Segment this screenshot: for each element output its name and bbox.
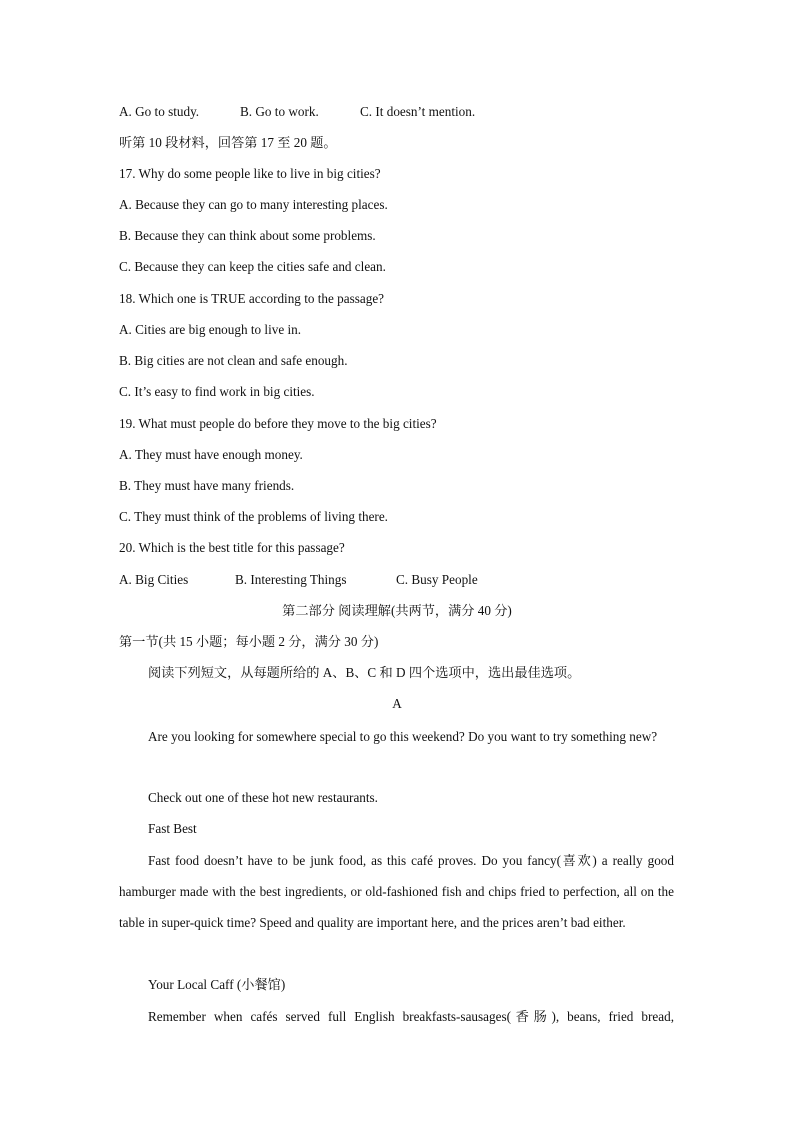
q19-option-c: C. They must think of the problems of living there. (119, 509, 388, 524)
passage-heading-fast-best: Fast Best (148, 821, 197, 836)
q16-option-b: B. Go to work. (240, 104, 319, 119)
q19-option-a: A. They must have enough money. (119, 447, 303, 462)
q19-stem: 19. What must people do before they move to the big cities? (119, 416, 437, 431)
q17-option-c: C. Because they can keep the cities safe and clean. (119, 259, 386, 274)
passage-letter: A (392, 696, 402, 711)
q16-option-c: C. It doesn’t mention. (360, 104, 476, 119)
section1-title: 第一节(共 15 小题；每小题 2 分，满分 30 分) (119, 634, 379, 649)
q17-stem: 17. Why do some people like to live in big cities? (119, 166, 381, 181)
instructions: 阅读下列短文，从每题所给的 A、B、C 和 D 四个选项中，选出最佳选项。 (148, 665, 581, 680)
q20-stem: 20. Which is the best title for this passage? (119, 540, 345, 555)
q17-option-a: A. Because they can go to many interesting places. (119, 197, 388, 212)
part2-title: 第二部分 阅读理解(共两节，满分 40 分) (282, 603, 512, 618)
passage-paragraph-2: Check out one of these hot new restaurants. (148, 790, 378, 805)
q16-option-a: A. Go to study. (119, 104, 200, 119)
q17-option-b: B. Because they can think about some problems. (119, 228, 376, 243)
section-intro: 听第 10 段材料，回答第 17 至 20 题。 (119, 135, 337, 150)
q20-option-c: C. Busy People (396, 572, 478, 587)
q18-stem: 18. Which one is TRUE according to the passage? (119, 291, 385, 306)
q20-option-a: A. Big Cities (119, 572, 189, 587)
q19-option-b: B. They must have many friends. (119, 478, 295, 493)
passage-heading-local-caff: Your Local Caff (小餐馆) (148, 977, 286, 992)
q18-option-b: B. Big cities are not clean and safe enough. (119, 353, 348, 368)
passage-paragraph-1: Are you looking for somewhere special to go this weekend? Do you want to try something new? (148, 729, 658, 744)
passage-paragraph-4: Remember when cafés served full English breakfasts-sausages(香肠), beans, fried bread, (148, 1009, 674, 1024)
passage-paragraph-3: Fast food doesn’t have to be junk food, as this café proves. Do you fancy(喜欢) a really good hamburger made with the best ingredients, or old-fashioned fish and chips fried to perfection, all on the table in super-quick time? Speed and quality are important here, and the prices aren’t bad either. (119, 853, 674, 931)
q18-option-c: C. It’s easy to find work in big cities. (119, 384, 315, 399)
q18-option-a: A. Cities are big enough to live in. (119, 322, 302, 337)
q20-option-b: B. Interesting Things (235, 572, 347, 587)
